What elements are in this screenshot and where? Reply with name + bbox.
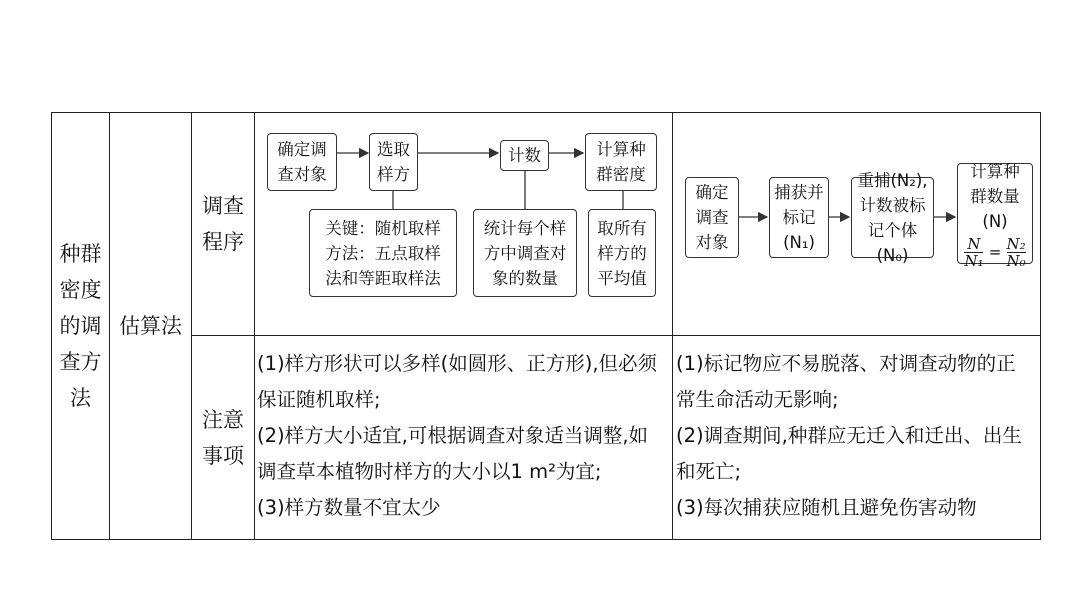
mr-step-determine <box>685 177 739 258</box>
mr-step-recapture <box>851 170 934 265</box>
box-line: 方法：五点取样 <box>325 243 441 263</box>
note-line: (2)调查期间,种群应无迁入和迁出、出生 <box>676 424 1022 447</box>
procedure-line: 程序 <box>202 230 244 254</box>
frac-num: N <box>967 234 981 253</box>
frac-den: N₁ <box>964 251 984 270</box>
box-line: 选取 <box>377 140 410 159</box>
note-line: (1)标记物应不易脱落、对调查动物的正 <box>676 352 1016 375</box>
step-count <box>500 140 549 171</box>
mr-step-capture-mark <box>769 177 829 258</box>
topic-line: 的调 <box>59 314 102 338</box>
notes-line: 注意 <box>202 407 244 432</box>
note-line: 和死亡; <box>676 460 742 483</box>
box-line: 计数 <box>508 146 541 165</box>
mark-recapture-notes <box>676 346 1040 526</box>
mr-formula <box>958 236 1032 269</box>
note-line: 常生命活动无影响; <box>676 388 839 411</box>
box-line: 记个体(N₀) <box>867 220 918 265</box>
note-line: 保证随机取样; <box>257 388 381 411</box>
topic-line: 查方 <box>59 350 102 374</box>
box-line: 标记 <box>782 208 816 227</box>
note-average <box>588 209 656 297</box>
box-line: 取所有 <box>597 218 647 238</box>
topic-line: 密度 <box>59 278 102 302</box>
box-line: 确定调 <box>277 140 327 159</box>
box-line: 样方 <box>377 165 410 184</box>
box-line: 法和等距取样法 <box>325 268 441 288</box>
box-line: 群密度 <box>596 165 646 184</box>
frac-den: N₀ <box>1006 251 1026 270</box>
step-calc-density <box>585 133 657 191</box>
box-line: 捕获并 <box>774 183 824 202</box>
topic-line: 种群 <box>59 242 102 266</box>
box-line: 计算种 <box>596 140 646 159</box>
box-line: 关键：随机取样 <box>325 218 441 238</box>
note-line: (3)每次捕获应随机且避免伤害动物 <box>676 496 977 519</box>
box-line: 样方的 <box>597 243 647 263</box>
box-line: 重捕(N₂), <box>857 170 928 190</box>
note-count-each <box>473 209 577 297</box>
note-line: (1)样方形状可以多样(如圆形、正方形),但必须 <box>257 352 658 375</box>
procedure-line: 调查 <box>202 194 244 218</box>
note-line: (3)样方数量不宜太少 <box>257 496 441 519</box>
method-label: 估算法 <box>119 314 182 338</box>
mr-step-calc-number <box>957 161 1033 270</box>
method-table <box>51 112 1041 540</box>
note-key-method <box>309 209 457 297</box>
topic-line: 法 <box>70 386 91 410</box>
frac-num: N₂ <box>1006 234 1026 253</box>
quadrat-notes <box>257 346 671 526</box>
box-line: 群数量(N) <box>970 186 1020 231</box>
box-line: 平均值 <box>597 268 647 288</box>
box-line: 计数被标 <box>859 195 926 215</box>
box-line: 象的数量 <box>492 268 558 288</box>
note-line: (2)样方大小适宜,可根据调查对象适当调整,如 <box>257 424 649 447</box>
box-line: (N₁) <box>783 233 815 252</box>
step-determine-object <box>267 133 337 191</box>
equals-sign: = <box>988 242 1002 261</box>
box-line: 对象 <box>695 233 729 252</box>
box-line: 查对象 <box>277 165 327 184</box>
box-line: 统计每个样 <box>483 218 567 238</box>
box-line: 调查 <box>695 208 729 227</box>
fraction-right <box>1007 236 1026 269</box>
box-line: 方中调查对 <box>483 243 567 263</box>
note-line: 调查草本植物时样方的大小以1 m²为宜; <box>257 460 602 483</box>
box-line: 确定 <box>695 183 729 202</box>
fraction-left <box>964 236 983 269</box>
box-line: 计算种 <box>970 161 1020 181</box>
step-select-quadrat <box>369 133 418 191</box>
notes-line: 事项 <box>202 443 244 468</box>
